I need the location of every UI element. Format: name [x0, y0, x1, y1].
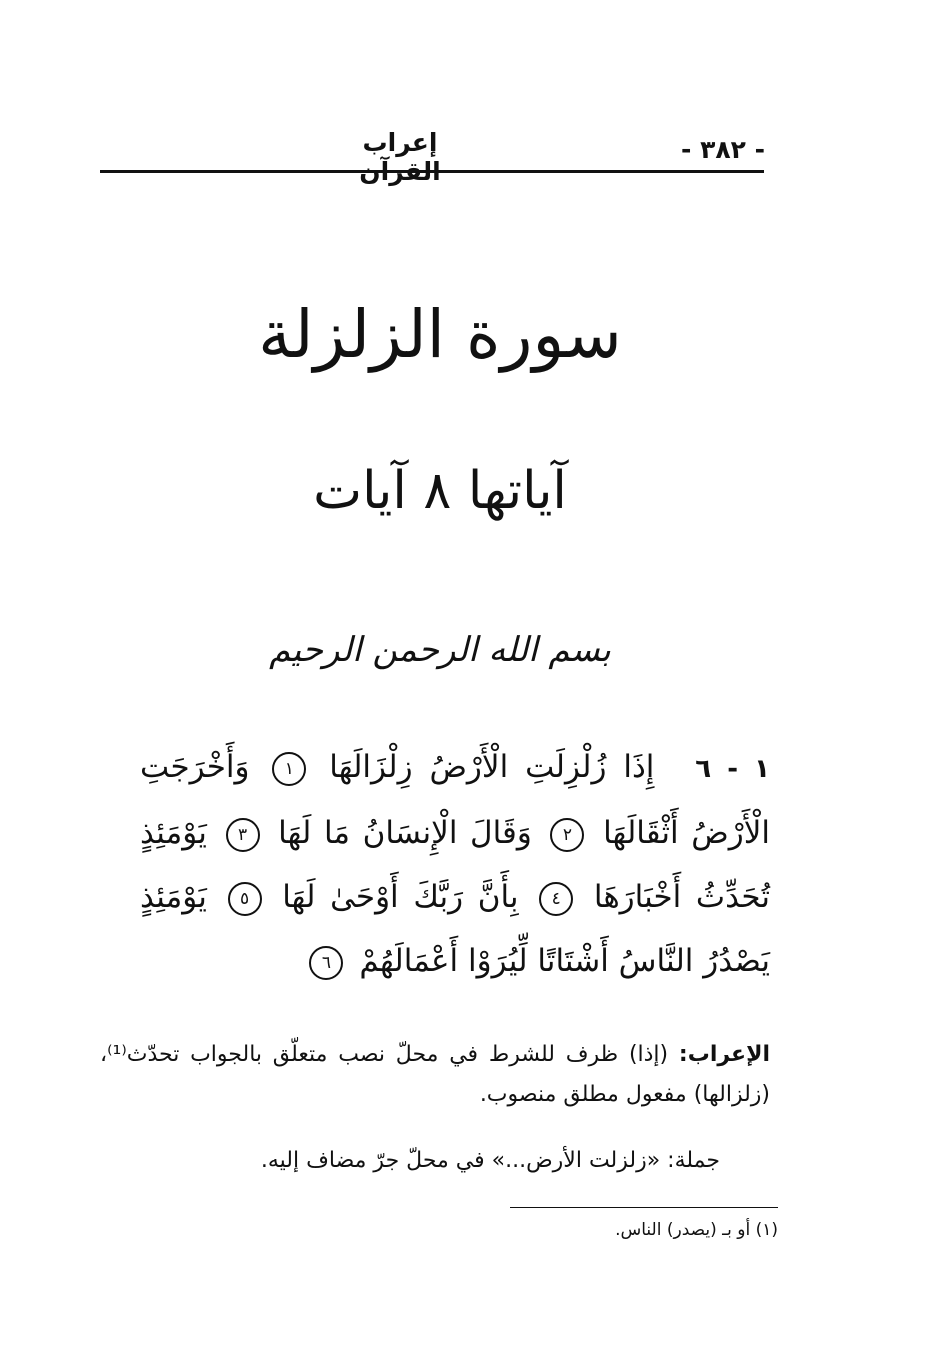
- verse-text: يَوْمَئِذٍ يَصْدُرُ النَّاسُ أَشْتَاتًا لِّيُرَوْا أَعْمَالَهُمْ: [140, 879, 770, 979]
- footnote-divider: [510, 1207, 778, 1208]
- verse-text: وَأَخْرَجَتِ الْأَرْضُ أَثْقَالَهَا: [140, 749, 771, 851]
- verse-marker: ٥: [228, 882, 262, 916]
- header-divider: [100, 170, 764, 173]
- ayat-count: آياتها ٨ آيات: [313, 461, 567, 521]
- verse-marker: ١: [272, 752, 306, 786]
- basmala: بسم الله الرحمن الرحيم: [269, 630, 611, 670]
- verse-text: يَوْمَئِذٍ تُحَدِّثُ أَخْبَارَهَا: [140, 815, 770, 915]
- verse-range: ١ - ٦: [695, 754, 770, 784]
- book-title: إعراب القرآن: [359, 128, 441, 186]
- verse-text: وَقَالَ الْإِنسَانُ مَا لَهَا: [278, 815, 532, 851]
- verse-text: بِأَنَّ رَبَّكَ أَوْحَىٰ لَهَا: [282, 879, 519, 915]
- irab-label: الإعراب:: [678, 1042, 771, 1067]
- verse-marker: ٦: [309, 946, 343, 980]
- verse-marker: ٢: [550, 818, 584, 852]
- jumla-paragraph: جملة: «زلزلت الأرض...» في محلّ جرّ مضاف إليه.: [260, 1148, 720, 1173]
- irab-paragraph: [100, 1035, 770, 1115]
- footnote: (١) أو بـ (يصدر) الناس.: [615, 1220, 778, 1240]
- verse-text: إِذَا زُلْزِلَتِ الْأَرْضُ زِلْزَالَهَا: [329, 749, 655, 785]
- page-number: - ٣٨٢ -: [681, 135, 765, 164]
- verse-marker: ٤: [539, 882, 573, 916]
- verse-marker: ٣: [226, 818, 260, 852]
- surah-title: سورة الزلزلة: [258, 296, 622, 373]
- irab-text: (إذا) ظرف للشرط في محلّ نصب متعلّق بالجواب تحدّث⁽¹⁾، (زلزالها) مفعول مطلق منصوب.: [100, 1042, 770, 1107]
- verses-block: [140, 735, 770, 993]
